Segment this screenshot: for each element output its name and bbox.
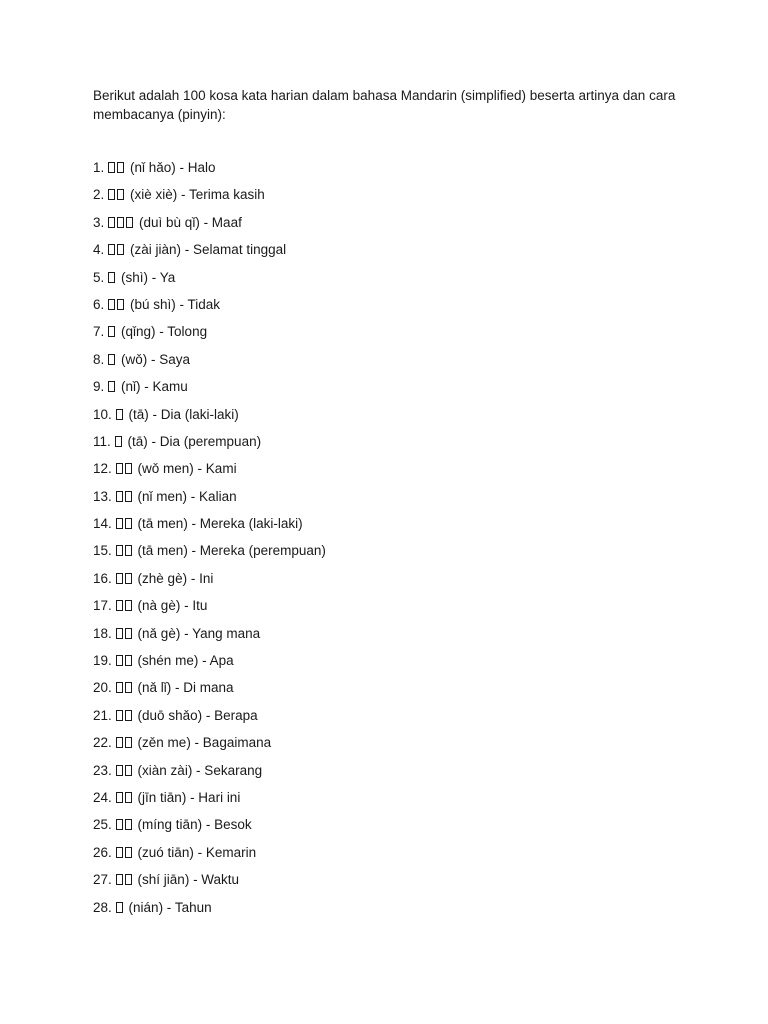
- list-item: [93, 678, 326, 705]
- missing-glyph-box: [116, 628, 123, 639]
- missing-glyph-box: [116, 737, 123, 748]
- missing-glyph-box: [116, 682, 123, 693]
- missing-glyph-box: [116, 792, 123, 803]
- missing-glyph-box: [125, 600, 132, 611]
- list-item: [93, 405, 326, 432]
- missing-glyph-characters: [116, 596, 134, 615]
- item-text: (zuó tiān) - Kemarin: [137, 844, 257, 860]
- item-text: (tā) - Dia (laki-laki): [128, 406, 239, 422]
- list-item: [93, 459, 326, 486]
- item-text: (qǐng) - Tolong: [121, 324, 208, 340]
- missing-glyph-characters: [108, 377, 117, 396]
- item-text: (nǐ men) - Kalian: [137, 488, 237, 504]
- item-text: (shì) - Ya: [121, 269, 176, 285]
- list-item: [93, 761, 326, 788]
- item-text: (míng tiān) - Besok: [137, 817, 252, 833]
- missing-glyph-box: [116, 819, 123, 830]
- missing-glyph-box: [125, 545, 132, 556]
- list-item: [93, 240, 326, 267]
- missing-glyph-characters: [116, 815, 134, 834]
- missing-glyph-box: [108, 272, 115, 283]
- missing-glyph-box: [116, 874, 123, 885]
- missing-glyph-box: [125, 792, 132, 803]
- item-text: (tā) - Dia (perempuan): [127, 433, 262, 449]
- list-item: [93, 788, 326, 815]
- missing-glyph-characters: [116, 870, 134, 889]
- item-number: 23.: [93, 762, 112, 778]
- item-number: 3.: [93, 214, 105, 230]
- item-text: (duō shǎo) - Berapa: [137, 707, 258, 723]
- missing-glyph-box: [108, 162, 115, 173]
- missing-glyph-box: [116, 847, 123, 858]
- item-number: 24.: [93, 789, 112, 805]
- item-number: 7.: [93, 324, 105, 340]
- missing-glyph-characters: [116, 459, 134, 478]
- missing-glyph-characters: [108, 268, 117, 287]
- item-number: 21.: [93, 707, 112, 723]
- item-number: 19.: [93, 653, 112, 669]
- missing-glyph-box: [117, 244, 124, 255]
- missing-glyph-characters: [116, 843, 134, 862]
- missing-glyph-box: [108, 326, 115, 337]
- list-item: [93, 487, 326, 514]
- missing-glyph-box: [108, 354, 115, 365]
- item-text: (zěn me) - Bagaimana: [137, 735, 272, 751]
- missing-glyph-characters: [115, 432, 124, 451]
- vocabulary-list: [93, 158, 326, 925]
- missing-glyph-characters: [116, 706, 134, 725]
- item-number: 25.: [93, 817, 112, 833]
- item-number: 12.: [93, 461, 112, 477]
- missing-glyph-characters: [116, 541, 134, 560]
- missing-glyph-box: [125, 655, 132, 666]
- missing-glyph-box: [125, 874, 132, 885]
- missing-glyph-characters: [116, 487, 134, 506]
- item-number: 1.: [93, 160, 105, 175]
- missing-glyph-characters: [116, 898, 125, 917]
- list-item: [93, 350, 326, 377]
- list-item: [93, 624, 326, 651]
- missing-glyph-box: [126, 217, 133, 228]
- item-number: 20.: [93, 680, 112, 696]
- missing-glyph-box: [125, 491, 132, 502]
- item-number: 9.: [93, 379, 105, 395]
- list-item: [93, 898, 326, 925]
- missing-glyph-box: [117, 162, 124, 173]
- missing-glyph-characters: [108, 240, 126, 259]
- list-item: [93, 377, 326, 404]
- missing-glyph-box: [108, 299, 115, 310]
- intro-paragraph: Berikut adalah 100 kosa kata harian dalam bahasa Mandarin (simplified) beserta artinya dan cara membacanya (pinyin):: [93, 88, 676, 122]
- missing-glyph-box: [108, 381, 115, 392]
- item-number: 8.: [93, 351, 105, 367]
- item-text: (nǎ lǐ) - Di mana: [137, 680, 234, 696]
- missing-glyph-box: [125, 463, 132, 474]
- missing-glyph-box: [125, 682, 132, 693]
- missing-glyph-characters: [116, 788, 134, 807]
- list-item: [93, 815, 326, 842]
- missing-glyph-box: [116, 491, 123, 502]
- list-item: [93, 596, 326, 623]
- list-item: [93, 432, 326, 459]
- missing-glyph-box: [125, 628, 132, 639]
- missing-glyph-box: [108, 217, 115, 228]
- missing-glyph-box: [116, 463, 123, 474]
- missing-glyph-box: [125, 819, 132, 830]
- list-item: [93, 569, 326, 596]
- item-text: (xiàn zài) - Sekarang: [137, 762, 263, 778]
- missing-glyph-box: [117, 299, 124, 310]
- item-text: (zài jiàn) - Selamat tinggal: [130, 242, 287, 258]
- missing-glyph-characters: [108, 213, 135, 232]
- item-text: (nà gè) - Itu: [137, 598, 208, 614]
- list-item: [93, 514, 326, 541]
- missing-glyph-box: [125, 710, 132, 721]
- item-number: 2.: [93, 187, 105, 203]
- list-item: [93, 733, 326, 760]
- missing-glyph-box: [116, 710, 123, 721]
- missing-glyph-box: [116, 545, 123, 556]
- missing-glyph-characters: [116, 678, 134, 697]
- missing-glyph-box: [125, 573, 132, 584]
- item-text: (shén me) - Apa: [137, 653, 234, 669]
- missing-glyph-box: [116, 409, 123, 420]
- missing-glyph-box: [115, 436, 122, 447]
- missing-glyph-box: [125, 765, 132, 776]
- item-text: (jīn tiān) - Hari ini: [137, 789, 241, 805]
- missing-glyph-box: [125, 518, 132, 529]
- item-text: (wǒ) - Saya: [121, 351, 191, 367]
- missing-glyph-box: [116, 902, 123, 913]
- missing-glyph-box: [117, 189, 124, 200]
- item-text: (nǎ gè) - Yang mana: [137, 625, 261, 641]
- item-text: (wǒ men) - Kami: [137, 461, 237, 477]
- list-item: [93, 651, 326, 678]
- item-number: 17.: [93, 598, 112, 614]
- list-item: [93, 322, 326, 349]
- item-text: (zhè gè) - Ini: [137, 570, 214, 586]
- missing-glyph-box: [108, 189, 115, 200]
- missing-glyph-box: [116, 573, 123, 584]
- list-item: [93, 706, 326, 733]
- missing-glyph-characters: [108, 185, 126, 204]
- list-item: [93, 185, 326, 212]
- list-item: [93, 295, 326, 322]
- item-text: (tā men) - Mereka (perempuan): [137, 543, 326, 559]
- item-number: 4.: [93, 242, 105, 258]
- missing-glyph-characters: [116, 761, 134, 780]
- missing-glyph-characters: [116, 624, 134, 643]
- missing-glyph-box: [116, 600, 123, 611]
- item-number: 11.: [93, 433, 111, 449]
- item-text: (nǐ hǎo) - Halo: [130, 160, 216, 175]
- item-number: 16.: [93, 570, 112, 586]
- missing-glyph-characters: [108, 350, 117, 369]
- missing-glyph-characters: [108, 295, 126, 314]
- item-number: 5.: [93, 269, 105, 285]
- missing-glyph-characters: [116, 569, 134, 588]
- missing-glyph-characters: [116, 733, 134, 752]
- list-item: [93, 843, 326, 870]
- item-text: (nǐ) - Kamu: [121, 379, 188, 395]
- item-text: (bú shì) - Tidak: [130, 296, 221, 312]
- list-item: [93, 870, 326, 897]
- missing-glyph-characters: [108, 158, 126, 177]
- missing-glyph-box: [116, 518, 123, 529]
- item-number: 14.: [93, 516, 112, 532]
- missing-glyph-box: [125, 847, 132, 858]
- list-item: [93, 268, 326, 295]
- item-text: (nián) - Tahun: [128, 899, 212, 915]
- missing-glyph-box: [116, 655, 123, 666]
- missing-glyph-box: [117, 217, 124, 228]
- missing-glyph-characters: [116, 651, 134, 670]
- missing-glyph-characters: [116, 405, 125, 424]
- item-number: 28.: [93, 899, 112, 915]
- missing-glyph-box: [108, 244, 115, 255]
- item-number: 10.: [93, 406, 112, 422]
- item-number: 26.: [93, 844, 112, 860]
- missing-glyph-characters: [116, 514, 134, 533]
- missing-glyph-box: [116, 765, 123, 776]
- item-number: 13.: [93, 488, 112, 504]
- item-number: 15.: [93, 543, 112, 559]
- item-text: (duì bù qǐ) - Maaf: [139, 214, 242, 230]
- item-number: 6.: [93, 296, 105, 312]
- item-text: (shí jiān) - Waktu: [137, 872, 240, 888]
- list-item: [93, 541, 326, 568]
- item-number: 18.: [93, 625, 112, 641]
- item-number: 22.: [93, 735, 112, 751]
- item-text: (tā men) - Mereka (laki-laki): [137, 516, 303, 532]
- missing-glyph-characters: [108, 322, 117, 341]
- list-item: [93, 213, 326, 240]
- list-item: [93, 158, 326, 185]
- item-number: 27.: [93, 872, 112, 888]
- missing-glyph-box: [125, 737, 132, 748]
- item-text: (xiè xiè) - Terima kasih: [130, 187, 265, 203]
